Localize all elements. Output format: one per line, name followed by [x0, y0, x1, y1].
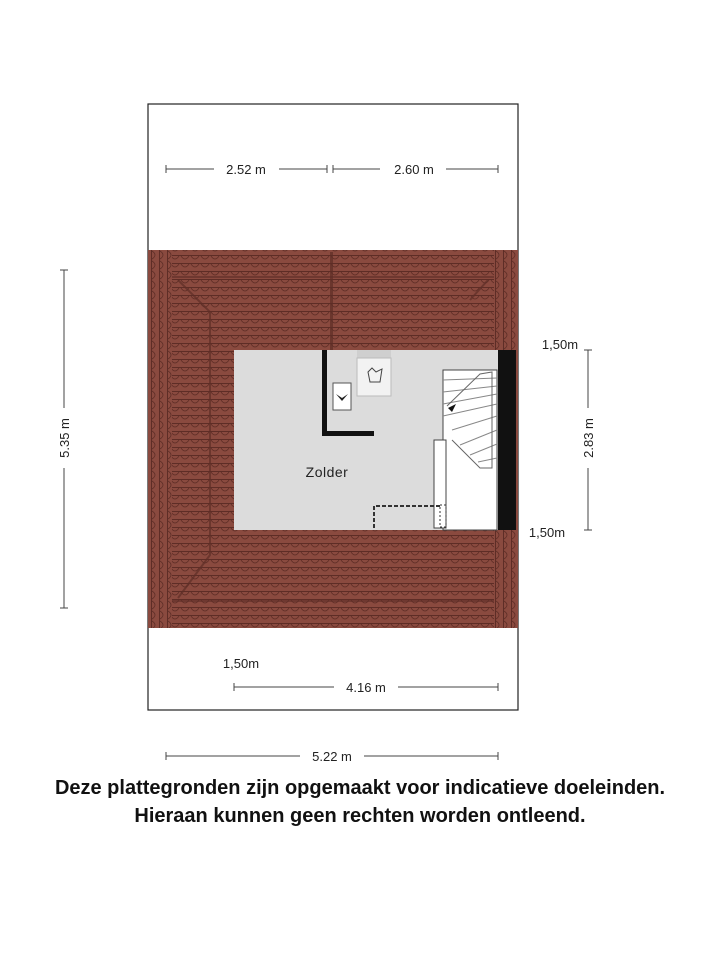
dim-top-left: 2.52 m — [226, 162, 266, 177]
dim-bottom-note: 1,50m — [222, 656, 260, 671]
dimension-right — [529, 337, 596, 540]
dim-top-right: 2.60 m — [394, 162, 434, 177]
dim-bottom-inner: 4.16 m — [346, 680, 386, 695]
disclaimer-line-2: Hieraan kunnen geen rechten worden ontleend. — [134, 805, 586, 827]
dimension-bottom-total — [166, 749, 498, 764]
staircase — [434, 370, 497, 530]
dim-right-top-note: 1,50m — [541, 337, 579, 352]
room-label: Zolder — [305, 464, 349, 480]
disclaimer-line-1: Deze plattegronden zijn opgemaakt voor indicatieve doeleinden. — [54, 777, 666, 799]
dim-bottom-total: 5.22 m — [312, 749, 352, 764]
window-unit — [357, 350, 391, 396]
right-wall — [498, 350, 516, 530]
boiler-unit — [333, 383, 351, 410]
dim-left-height: 5.35 m — [57, 418, 72, 458]
dim-right-bottom-note: 1,50m — [528, 525, 566, 540]
dimension-left — [57, 270, 72, 608]
dim-right-height: 2.83 m — [581, 418, 596, 458]
